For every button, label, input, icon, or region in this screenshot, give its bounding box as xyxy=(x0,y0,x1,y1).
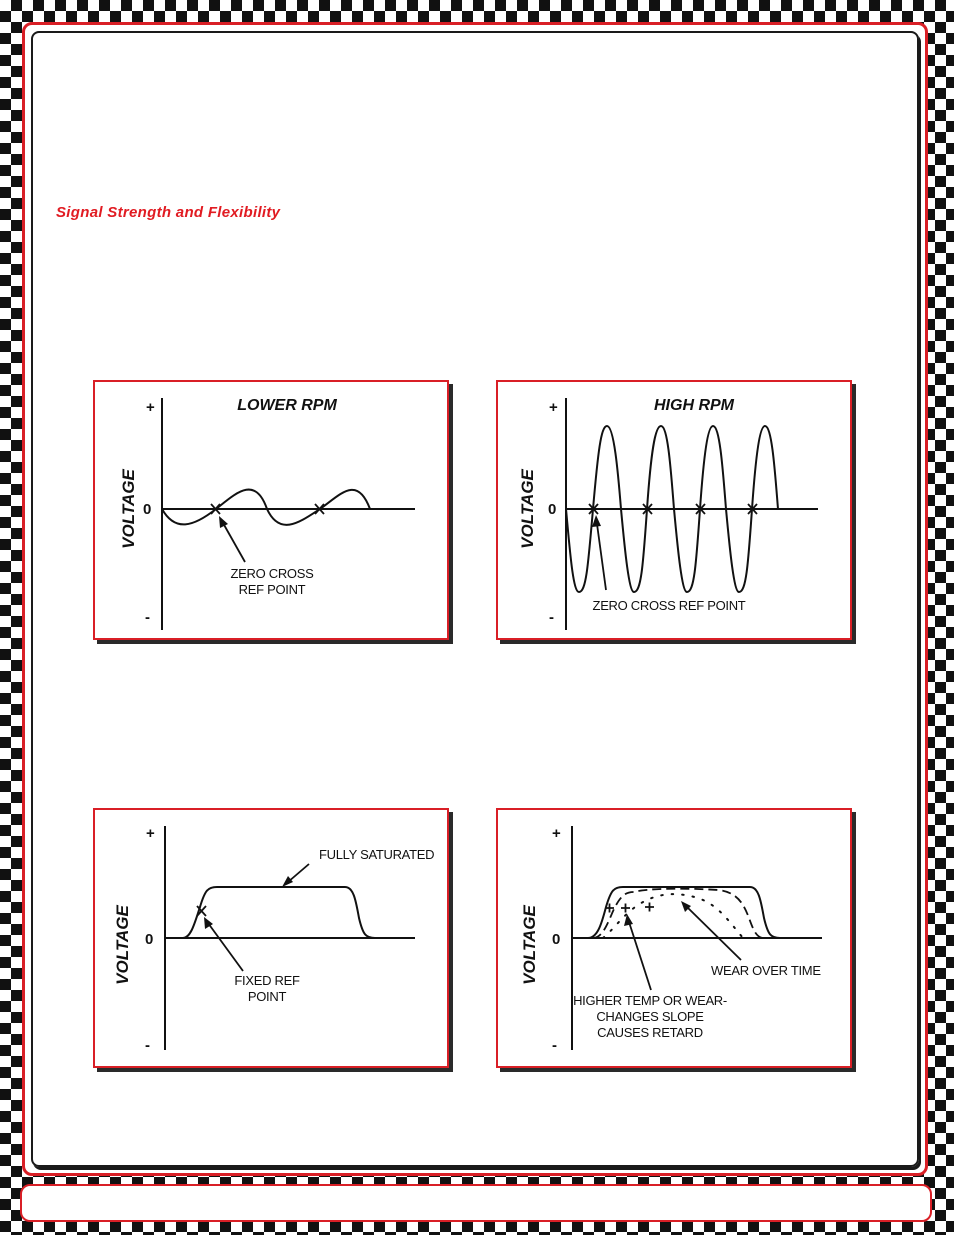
panel-title: HIGH RPM xyxy=(654,397,734,414)
lower-rpm-panel xyxy=(93,380,449,640)
plus-label: + xyxy=(549,399,558,416)
new-signal-curve xyxy=(588,887,788,938)
pointer-arrow xyxy=(597,524,606,590)
pointer-arrow xyxy=(288,864,309,882)
pointer-arrow xyxy=(208,923,243,971)
note-line: ZERO CROSS REF POINT xyxy=(592,598,746,613)
voltage-axis-label: VOLTAGE xyxy=(113,905,132,985)
pointer-arrow xyxy=(629,922,651,990)
note-line: FIXED REF xyxy=(234,973,300,988)
high-rpm-diagram xyxy=(498,382,850,638)
note-line: WEAR OVER TIME xyxy=(711,963,821,978)
minus-label: - xyxy=(145,1037,150,1054)
section-title: Signal Strength and Flexibility xyxy=(56,204,281,221)
voltage-axis-label: VOLTAGE xyxy=(518,469,537,549)
voltage-axis-label: VOLTAGE xyxy=(119,469,138,549)
zero-label: 0 xyxy=(552,931,561,948)
wear-panel xyxy=(496,808,852,1068)
plus-label: + xyxy=(146,825,155,842)
panel-title: LOWER RPM xyxy=(237,397,337,414)
pointer-arrowhead xyxy=(282,876,293,887)
note-line: REF POINT xyxy=(238,582,306,597)
note-line: HIGHER TEMP OR WEAR- xyxy=(573,993,727,1008)
zero-label: 0 xyxy=(548,501,557,518)
minus-label: - xyxy=(549,609,554,626)
zero-label: 0 xyxy=(143,501,152,518)
saturated-diagram xyxy=(95,810,447,1066)
minus-label: - xyxy=(145,609,150,626)
note-line: CAUSES RETARD xyxy=(597,1025,703,1040)
pointer-arrowhead xyxy=(219,516,228,528)
high-rpm-panel xyxy=(496,380,852,640)
pointer-arrow xyxy=(223,523,245,562)
note-line: POINT xyxy=(247,989,287,1004)
zero-label: 0 xyxy=(145,931,154,948)
pointer-arrowhead xyxy=(592,515,601,527)
plus-label: + xyxy=(146,399,155,416)
footer-bar xyxy=(20,1184,932,1222)
note-line: FULLY SATURATED xyxy=(319,847,435,862)
note-line: ZERO CROSS xyxy=(230,566,314,581)
minus-label: - xyxy=(552,1037,557,1054)
signal-waveform xyxy=(162,490,370,525)
signal-waveform xyxy=(165,887,385,938)
high-temp-signal-curve xyxy=(593,889,764,938)
wear-diagram xyxy=(498,810,850,1066)
saturated-panel xyxy=(93,808,449,1068)
note-line: CHANGES SLOPE xyxy=(596,1009,704,1024)
pointer-arrow xyxy=(687,907,741,960)
voltage-axis-label: VOLTAGE xyxy=(520,905,539,985)
ref-shift-marker xyxy=(621,904,630,913)
ref-shift-marker xyxy=(645,903,654,912)
lower-rpm-diagram xyxy=(95,382,447,638)
plus-label: + xyxy=(552,825,561,842)
worn-signal-curve xyxy=(603,894,743,938)
